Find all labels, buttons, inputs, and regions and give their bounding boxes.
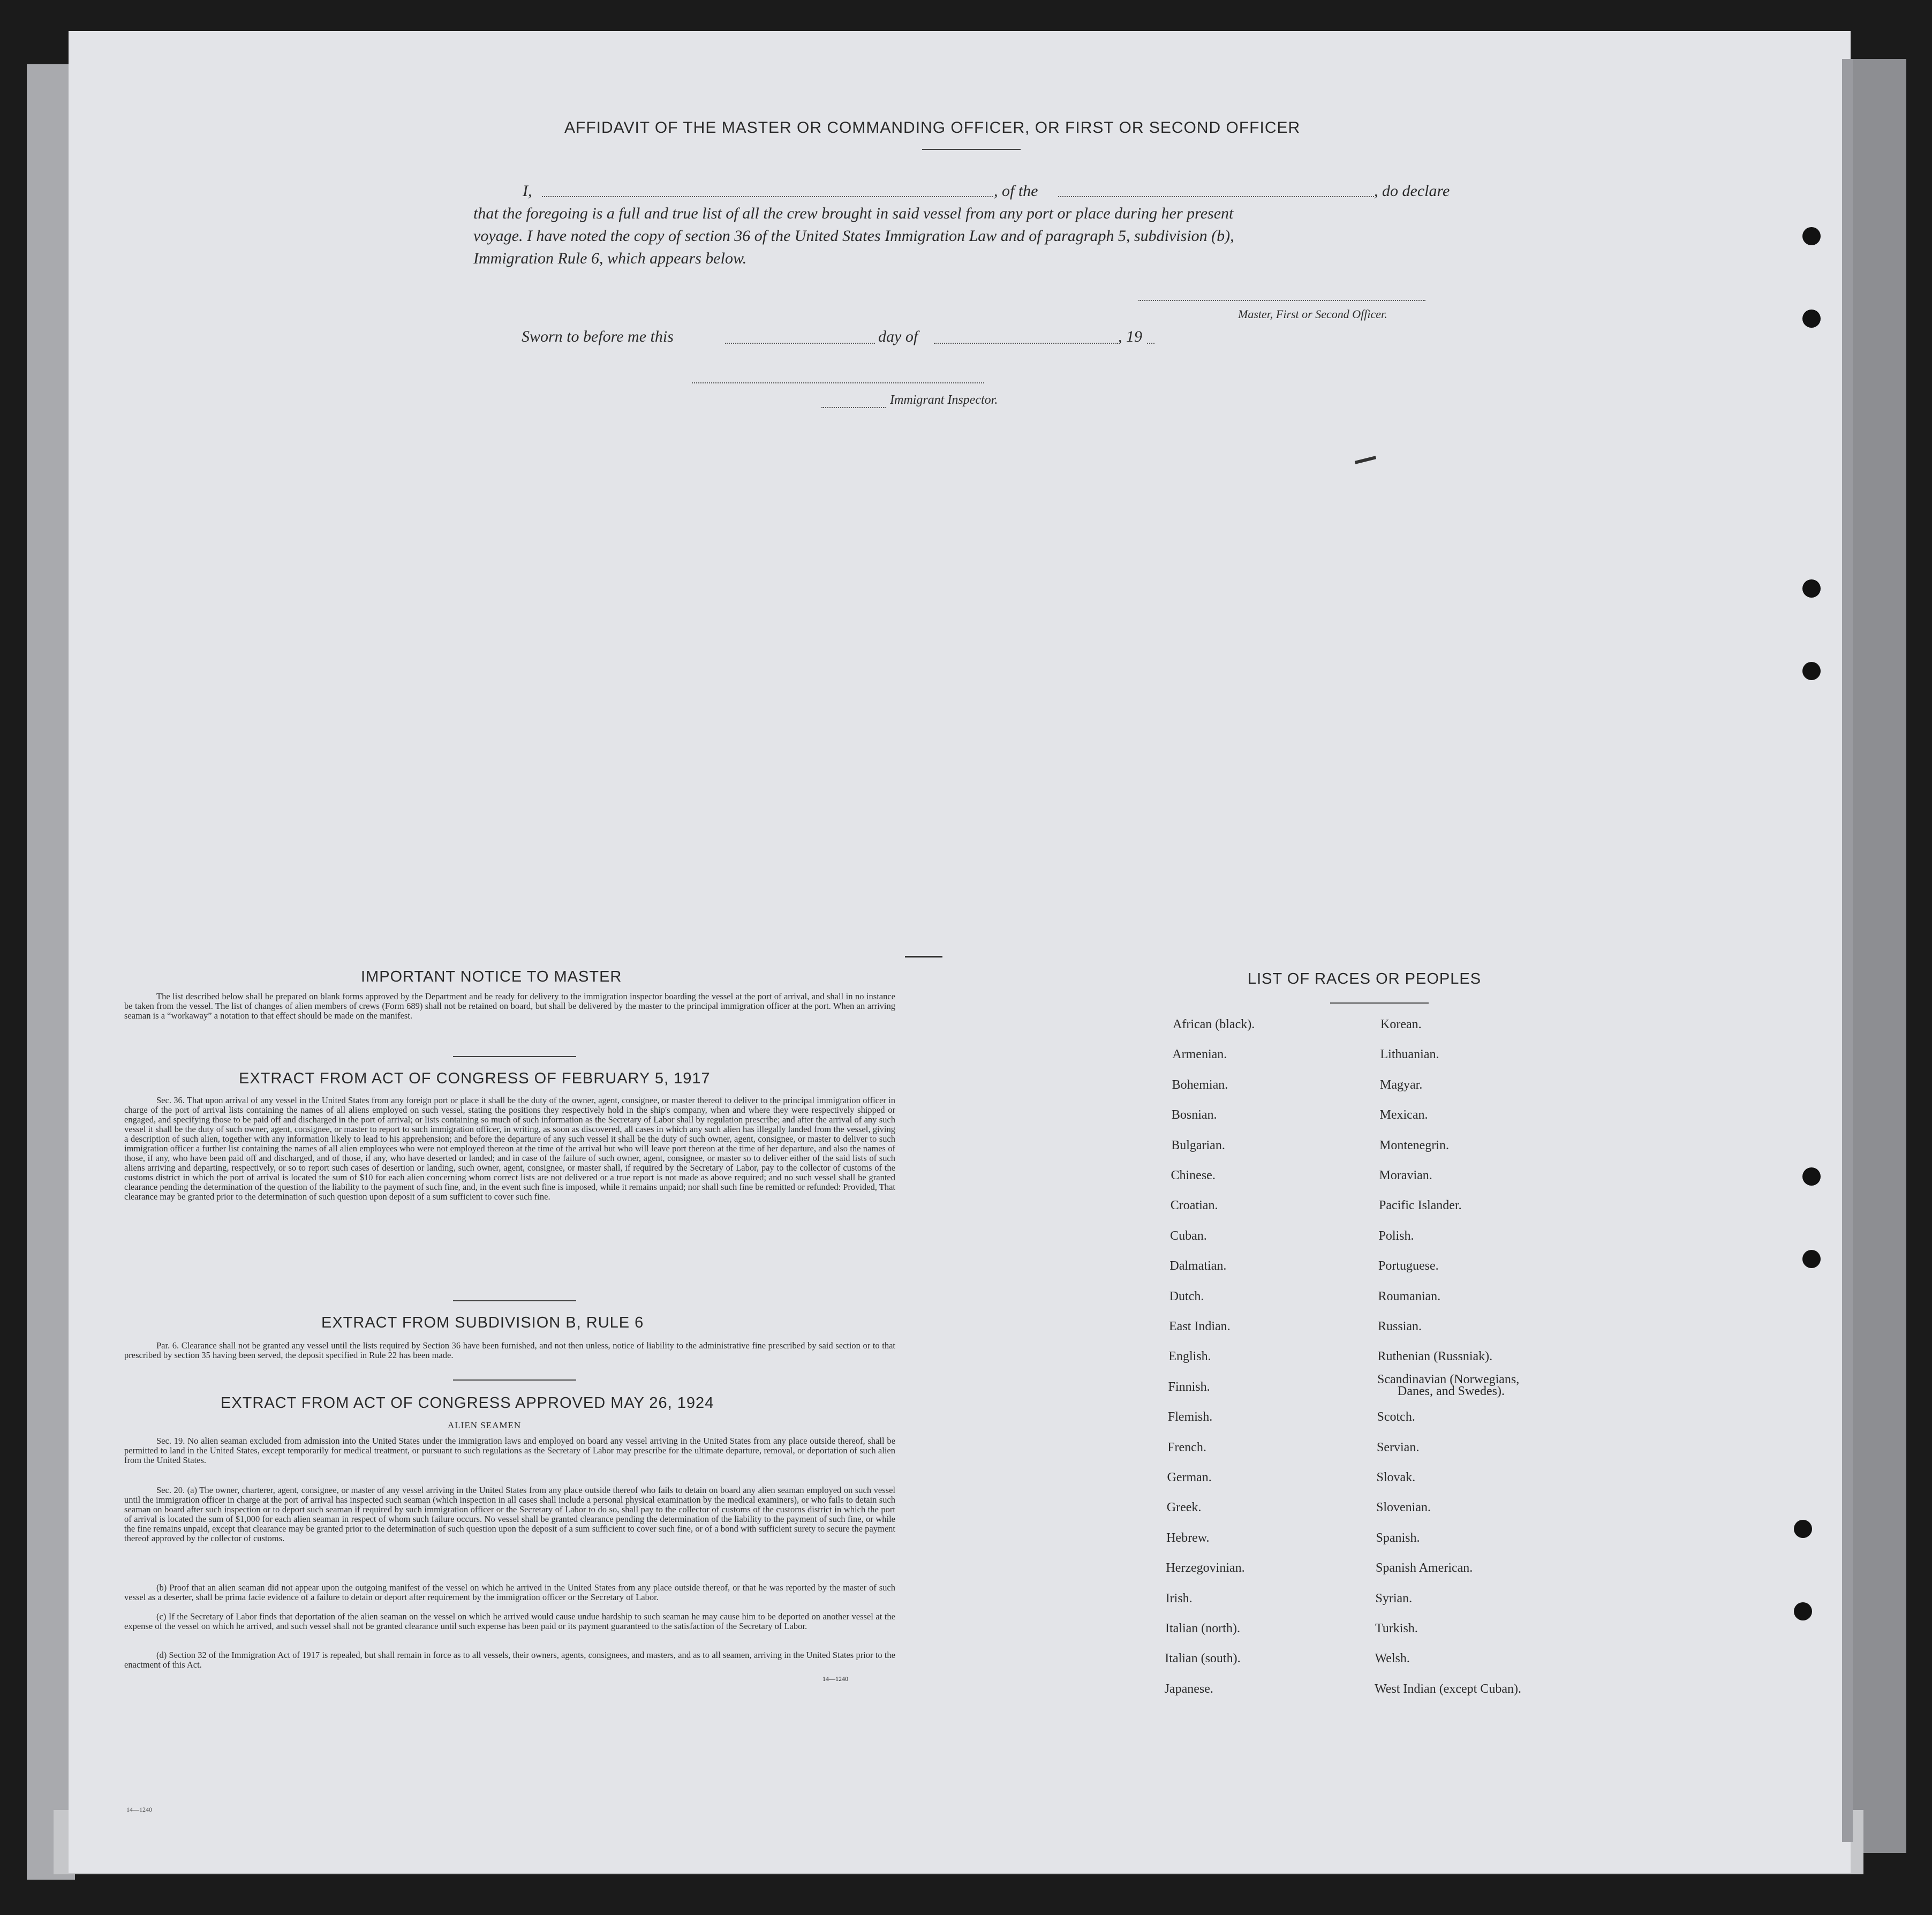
- master-signature-label: Master, First or Second Officer.: [1238, 307, 1387, 321]
- extract-1924-title: EXTRACT FROM ACT OF CONGRESS APPROVED MAY 26, 1924: [221, 1394, 714, 1412]
- year-label: , 19: [1118, 328, 1142, 345]
- sec-20a-body: Sec. 20. (a) The owner, charterer, agent, consignee, or master of any vessel arriving in the United States from any place outside thereof who fails to detain on board any alien seaman employed on such vessel until the immigration officer in charge at the port of arrival has inspected such seaman (which inspection in all cases shall include a personal physical examination by the medical examiners), or who fails to detain such seaman on board after such inspection or to deport such seaman if required by such immigration officer or the Secretary of Labor to do so, shall pay to the collector of customs of the customs district in which the port of arrival is located the sum of $1,000 for each alien seaman in respect of whom such failure occurs. No vessel shall be granted clearance pending the determination of the liability to the payment of such fine, or while the fine remains unpaid, except that clearance may be granted prior to the determination of such question upon the deposit of a sum sufficient to cover such fine, or of a bond with sufficient surety to secure the payment thereof approved by the collector of customs.: [124, 1485, 895, 1543]
- race-item: Cuban.: [1170, 1228, 1207, 1243]
- race-item: Finnish.: [1168, 1379, 1210, 1394]
- races-underline: [1330, 1002, 1429, 1004]
- race-item: Slovenian.: [1376, 1501, 1431, 1515]
- affidavit-i-label: I,: [523, 182, 532, 200]
- race-item: Croatian.: [1170, 1198, 1218, 1213]
- race-item-continuation: Danes, and Swedes).: [1398, 1384, 1505, 1398]
- race-item: Flemish.: [1167, 1410, 1213, 1424]
- sworn-day-field[interactable]: [725, 343, 875, 344]
- race-item: Italian (north).: [1165, 1622, 1240, 1635]
- race-item: Irish.: [1165, 1591, 1193, 1605]
- sec-20d-body: (d) Section 32 of the Immigration Act of 1917 is repealed, but shall remain in force as to all vessels, their owners, agents, consignees, and masters, and as to all seamen, arriving in the United States prior to the enactment of this Act.: [124, 1650, 895, 1670]
- extract-1917-body: Sec. 36. That upon arrival of any vessel in the United States from any foreign port or place it shall be the duty of the owner, agent, consignee, or master thereof to deliver to the principal immigration officer in charge of the port of arrival lists containing the names of all aliens employed on such vessel, stating the positions they respectively hold in the ship's company, when and where they were respectively shipped or engaged, and specifying those to be paid off and discharged in the port of arrival; or lists containing so much of such information as the Secretary of Labor shall by regulation prescribe; and after the arrival of any such vessel it shall be the duty of such owner, agent, consignee, or master to report to such immigration officer, in writing, as soon as discovered, all cases in which any such alien has illegally landed from the vessel, giving a description of such alien, together with any information likely to lead to his apprehension; and before the departure of any such vessel it shall be the duty of such owner, agent, consignee, or master to deliver to such immigration officer a further list containing the names of all alien employees who were not employed thereon at the time of the arrival but who will leave port thereon at the time of her departure, and also the names of those, if any, who have been paid off and discharged, and of those, if any, who have deserted or landed; and in case of the failure of such owner, agent, consignee, or master so to deliver either of the said lists of such aliens arriving and departing, respectively, or so to report such cases of desertion or landing, such owner, agent, consignee, or master shall, if required by the Secretary of Labor, pay to the collector of customs of the customs district in which the port of arrival is located the sum of $10 for each alien concerning whom correct lists are not delivered or a true report is not made as above required; and no such vessel shall be granted clearance pending the determination of the question of the liability to the payment of such fine, and, in the event such fine is imposed, while it remains unpaid; nor shall such fine be remitted or refunded: Provided, That clearance may be granted prior to the determination of such question upon deposit of a sum sufficient to cover such fine.: [124, 1095, 895, 1202]
- race-item: Magyar.: [1380, 1077, 1423, 1092]
- race-item: East Indian.: [1169, 1320, 1231, 1333]
- affidavit-title: AFFIDAVIT OF THE MASTER OR COMMANDING OFFICER, OR FIRST OR SECOND OFFICER: [564, 119, 1301, 137]
- ink-mark: [905, 956, 942, 958]
- punch-hole: [1794, 1520, 1812, 1538]
- race-item: Bosnian.: [1171, 1108, 1217, 1122]
- affidavit-line-2: that the foregoing is a full and true list of all the crew brought in said vessel from any port or place during her present: [473, 205, 1234, 222]
- affidavit-line-3: voyage. I have noted the copy of section 36 of the United States Immigration Law and of paragraph 5, subdivision (b),: [473, 227, 1234, 245]
- divider: [453, 1379, 576, 1381]
- of-the-label: , of the: [994, 182, 1038, 200]
- vessel-name-field[interactable]: [1058, 196, 1374, 197]
- race-item: Slovak.: [1376, 1471, 1416, 1484]
- form-number: 14—1240: [822, 1675, 848, 1683]
- race-item: African (black).: [1173, 1017, 1255, 1031]
- race-item: Russian.: [1378, 1320, 1422, 1333]
- extract-1917-title: EXTRACT FROM ACT OF CONGRESS OF FEBRUARY 5, 1917: [239, 1070, 711, 1087]
- divider: [453, 1300, 576, 1301]
- races-title: LIST OF RACES OR PEOPLES: [1248, 970, 1482, 987]
- officer-name-field[interactable]: [542, 196, 993, 197]
- inspector-signature-field-2[interactable]: [821, 407, 886, 408]
- race-item: Pacific Islander.: [1379, 1198, 1462, 1213]
- affidavit-line-4: Immigration Rule 6, which appears below.: [473, 250, 747, 267]
- race-item: Spanish.: [1376, 1531, 1420, 1545]
- inspector-label: Immigrant Inspector.: [890, 393, 998, 407]
- punch-hole: [1802, 310, 1821, 328]
- race-item: Servian.: [1377, 1440, 1420, 1454]
- race-item: Dalmatian.: [1169, 1259, 1227, 1273]
- title-underline: [922, 149, 1021, 150]
- race-item: German.: [1167, 1471, 1212, 1484]
- punch-hole: [1802, 1250, 1821, 1268]
- race-item: Moravian.: [1379, 1168, 1432, 1182]
- race-item: West Indian (except Cuban).: [1375, 1682, 1521, 1696]
- alien-seamen-subtitle: ALIEN SEAMEN: [448, 1420, 522, 1430]
- notice-title: IMPORTANT NOTICE TO MASTER: [361, 968, 622, 985]
- punch-hole: [1794, 1602, 1812, 1620]
- race-item: Spanish American.: [1376, 1561, 1473, 1575]
- punch-hole: [1802, 1167, 1821, 1186]
- sec-20b-body: (b) Proof that an alien seaman did not appear upon the outgoing manifest of the vessel on which he arrived in the United States from any place outside thereof, or that he was reported by the master of such vessel as a deserter, shall be prima facie evidence of a failure to detain or deport after requirement by the immigration officer or the Secretary of Labor.: [124, 1582, 895, 1602]
- sworn-prefix: Sworn to before me this: [522, 328, 674, 345]
- race-item: Korean.: [1380, 1017, 1422, 1031]
- sec-19-body: Sec. 19. No alien seaman excluded from admission into the United States under the immigration laws and employed on board any vessel arriving in the United States from any place outside thereof, shall be permitted to land in the United States, except temporarily for medical treatment, or pursuant to such regulations as the Secretary of Labor may prescribe for the ultimate departure, removal, or deportation of such alien from the United States.: [124, 1436, 895, 1465]
- race-item: French.: [1167, 1440, 1206, 1454]
- race-item: Dutch.: [1169, 1289, 1204, 1303]
- race-item: English.: [1168, 1349, 1211, 1364]
- race-item: Montenegrin.: [1379, 1138, 1449, 1152]
- race-item: Roumanian.: [1378, 1289, 1441, 1303]
- bottom-form-number: 14—1240: [126, 1806, 152, 1813]
- punch-hole: [1802, 579, 1821, 598]
- race-item: Syrian.: [1375, 1591, 1413, 1605]
- race-item: Lithuanian.: [1380, 1047, 1439, 1062]
- page-edge-shadow: [1842, 59, 1853, 1842]
- race-item: Polish.: [1378, 1228, 1414, 1243]
- race-item: Welsh.: [1375, 1652, 1410, 1666]
- declare-label: , do declare: [1374, 182, 1450, 200]
- extract-rule6-body: Par. 6. Clearance shall not be granted any vessel until the lists required by Section 36 have been furnished, and not then unless, notice of liability to the administrative fine prescribed by said section or to that prescribed by section 35 having been served, the deposit specified in Rule 22 has been made.: [124, 1340, 895, 1360]
- day-of-label: day of: [878, 328, 918, 345]
- race-item: Ruthenian (Russniak).: [1377, 1349, 1493, 1364]
- race-item: Mexican.: [1379, 1108, 1428, 1122]
- race-item: Chinese.: [1171, 1168, 1216, 1182]
- punch-hole: [1802, 227, 1821, 245]
- sec-20c-body: (c) If the Secretary of Labor finds that deportation of the alien seaman on the vessel on which he arrived would cause undue hardship to such seaman he may cause him to be deported on another vessel at the expense of the vessel on which he arrived, and such vessel shall not be granted clearance until such expense has been paid or its payment guaranteed to the satisfaction of the Secretary of Labor.: [124, 1611, 895, 1631]
- race-item: Herzegovinian.: [1166, 1561, 1245, 1575]
- divider: [453, 1056, 576, 1057]
- sworn-year-field[interactable]: [1147, 343, 1154, 344]
- race-item: Scandinavian (Norwegians,: [1377, 1372, 1520, 1386]
- punch-hole: [1802, 662, 1821, 680]
- back-sheet-left: [27, 64, 75, 1880]
- race-item: Bohemian.: [1172, 1077, 1228, 1092]
- race-item: Turkish.: [1375, 1622, 1418, 1635]
- sworn-month-field[interactable]: [934, 343, 1118, 344]
- race-item: Greek.: [1166, 1501, 1202, 1515]
- race-item: Scotch.: [1377, 1410, 1415, 1424]
- extract-rule6-title: EXTRACT FROM SUBDIVISION B, RULE 6: [321, 1314, 644, 1331]
- race-item: Armenian.: [1172, 1047, 1227, 1062]
- inspector-signature-field[interactable]: [692, 382, 984, 383]
- race-item: Japanese.: [1164, 1682, 1213, 1696]
- race-item: Portuguese.: [1378, 1259, 1439, 1273]
- race-item: Italian (south).: [1165, 1652, 1241, 1666]
- master-signature-field[interactable]: [1138, 300, 1425, 301]
- notice-body: The list described below shall be prepared on blank forms approved by the Department and be ready for delivery to the immigration inspector boarding the vessel at the port of arrival, and shall in no instance be taken from the vessel. The list of changes of alien members of crews (Form 689) shall not be retained on board, but shall be delivered by the master to the principal immigration officer at the port. When an arriving seaman is a “workaway” a notation to that effect should be made on the manifest.: [124, 991, 895, 1021]
- race-item: Bulgarian.: [1171, 1138, 1225, 1152]
- race-item: Hebrew.: [1166, 1531, 1210, 1545]
